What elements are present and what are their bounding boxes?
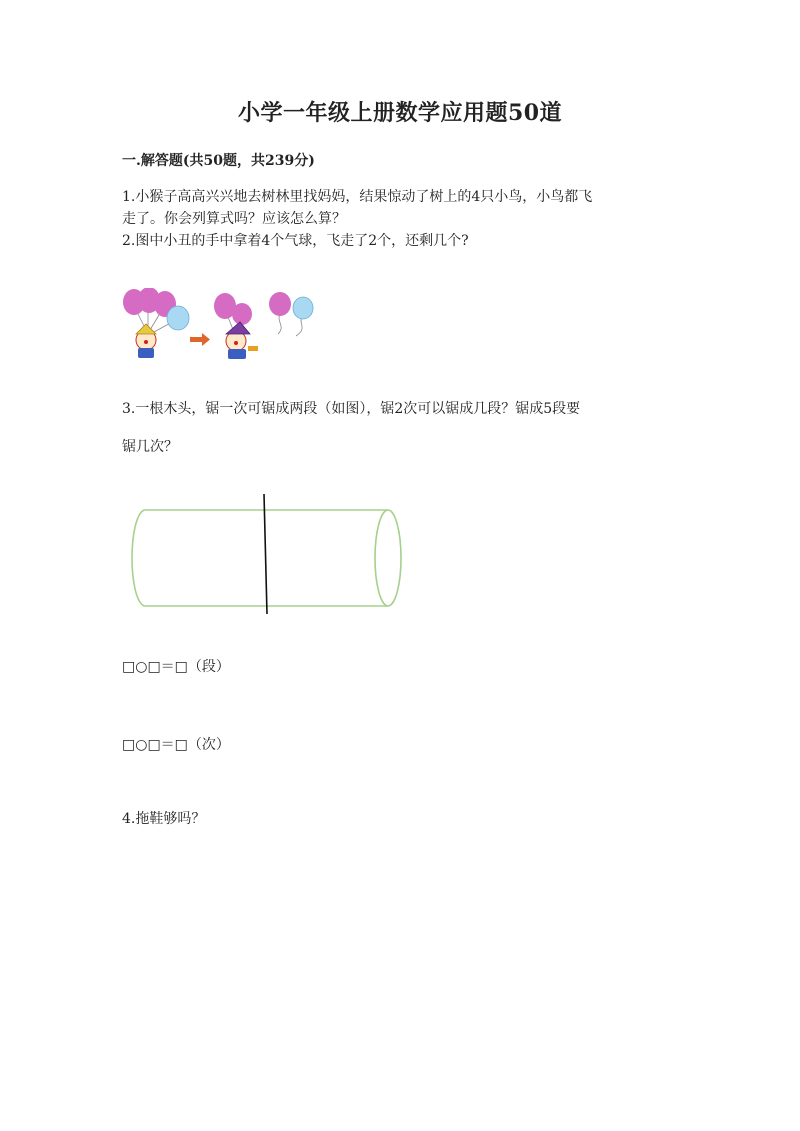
question-1 <box>122 186 682 230</box>
log-right-end <box>375 510 401 606</box>
log-cylinder-diagram <box>126 490 408 618</box>
page-title: 小学一年级上册数学应用题50道 <box>237 100 563 126</box>
answer-formula-segments: □○□＝□（段） <box>122 659 230 675</box>
question-3-line-1: 3.一根木头，锯一次可锯成两段（如图），锯2次可以锯成几段？锯成5段要 <box>122 401 581 417</box>
clown-with-balloons-illustration <box>118 288 318 360</box>
saw-cut-line <box>264 494 267 614</box>
section-heading: 一.解答题(共50题，共239分) <box>122 153 315 169</box>
question-1-line-2: 走了。你会列算式吗？应该怎么算？ <box>122 211 346 227</box>
question-2: 2.图中小丑的手中拿着4个气球，飞走了2个，还剩几个? <box>122 233 469 249</box>
clown-right <box>214 293 258 359</box>
question-3-line-2: 锯几次？ <box>122 439 178 455</box>
flying-balloons <box>269 292 313 336</box>
answer-formula-cuts: □○□＝□（次） <box>122 737 230 753</box>
clown-left <box>123 288 189 358</box>
log-left-end <box>132 510 144 606</box>
right-arrow-icon <box>190 333 210 346</box>
question-4: 4.拖鞋够吗？ <box>122 811 206 827</box>
question-1-line-1: 1.小猴子高高兴兴地去树林里找妈妈，结果惊动了树上的4只小鸟，小鸟都飞 <box>122 189 593 205</box>
